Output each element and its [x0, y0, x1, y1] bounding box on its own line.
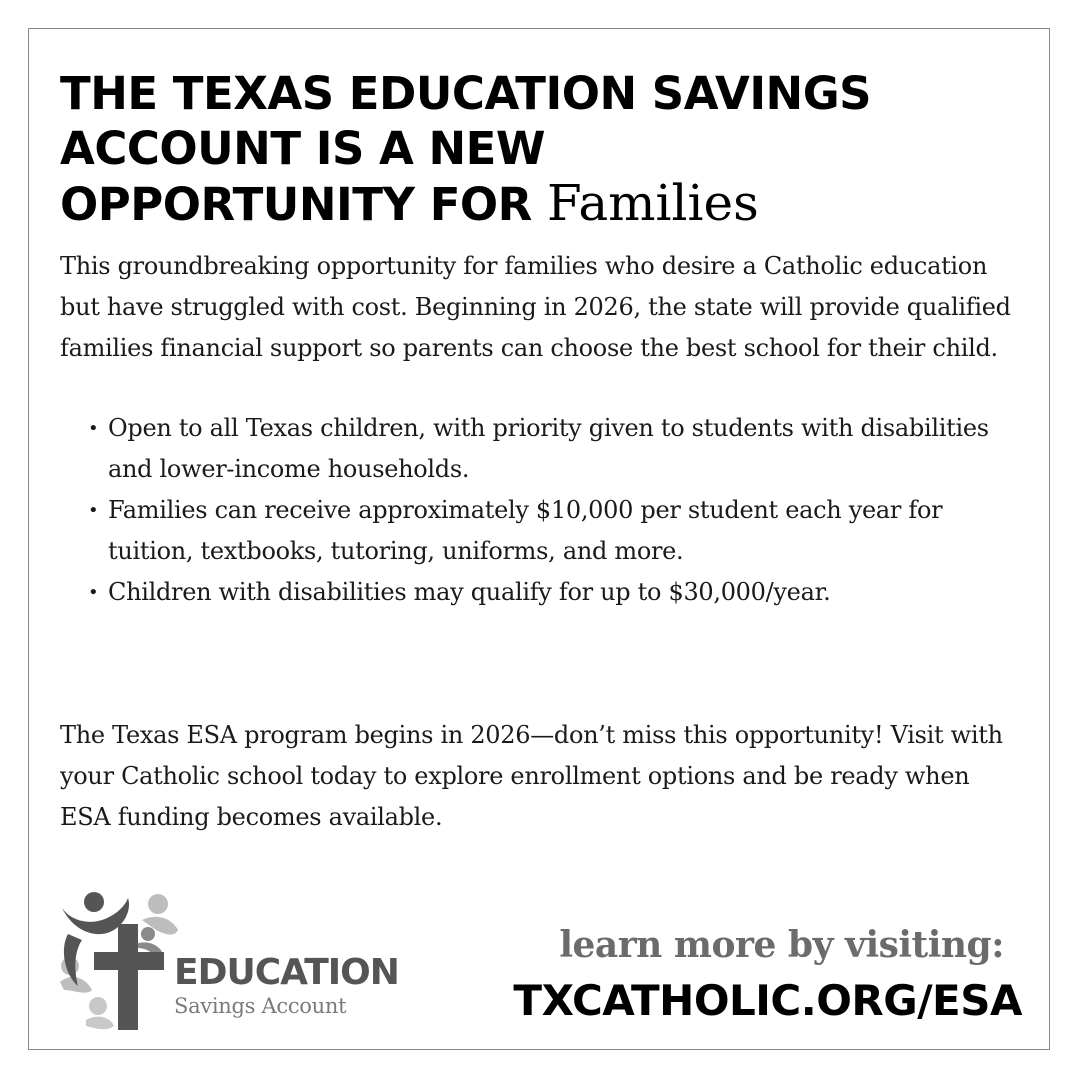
- learn-more-text: learn more by visiting:: [559, 924, 1004, 966]
- intro-paragraph: This groundbreaking opportunity for families who desire a Catholic education but have struggled with cost. Beginning in 2026, the state will provide qualified families financial support so parents can choose the best school for their child.: [60, 252, 1011, 362]
- bullet-icon: •: [88, 582, 99, 603]
- bullet-icon: •: [88, 418, 99, 439]
- list-item: [60, 490, 1000, 572]
- logo-subtitle: Savings Account: [174, 994, 347, 1018]
- list-item-text: Children with disabilities may qualify for up to $30,000/year.: [108, 578, 831, 606]
- headline-line-3-text: OPPORTUNITY FOR: [60, 178, 532, 231]
- list-item: [60, 408, 1000, 490]
- list-item: [60, 572, 1000, 613]
- closing-paragraph: The Texas ESA program begins in 2026—don’t miss this opportunity! Visit with your Catholic school today to explore enrollment options and be ready when ESA funding becomes available.: [60, 721, 1003, 831]
- headline-families-word: Families: [547, 174, 759, 232]
- list-item-text: Families can receive approximately $10,000 per student each year for tuition, textbooks, tutoring, uniforms, and more.: [108, 496, 943, 565]
- headline-line-3: [60, 176, 1040, 232]
- website-url: TXCATHOLIC.ORG/ESA: [513, 976, 1022, 1025]
- benefits-list: [60, 408, 1000, 613]
- logo-wordmark: EDUCATION: [174, 952, 399, 993]
- esa-logo: [58, 886, 428, 1036]
- headline-line-2: ACCOUNT IS A NEW: [60, 122, 546, 175]
- headline: [60, 66, 1040, 232]
- headline-line-1: THE TEXAS EDUCATION SAVINGS: [60, 67, 872, 120]
- list-item-text: Open to all Texas children, with priority given to students with disabilities and lower-income households.: [108, 414, 989, 483]
- bullet-icon: •: [88, 500, 99, 521]
